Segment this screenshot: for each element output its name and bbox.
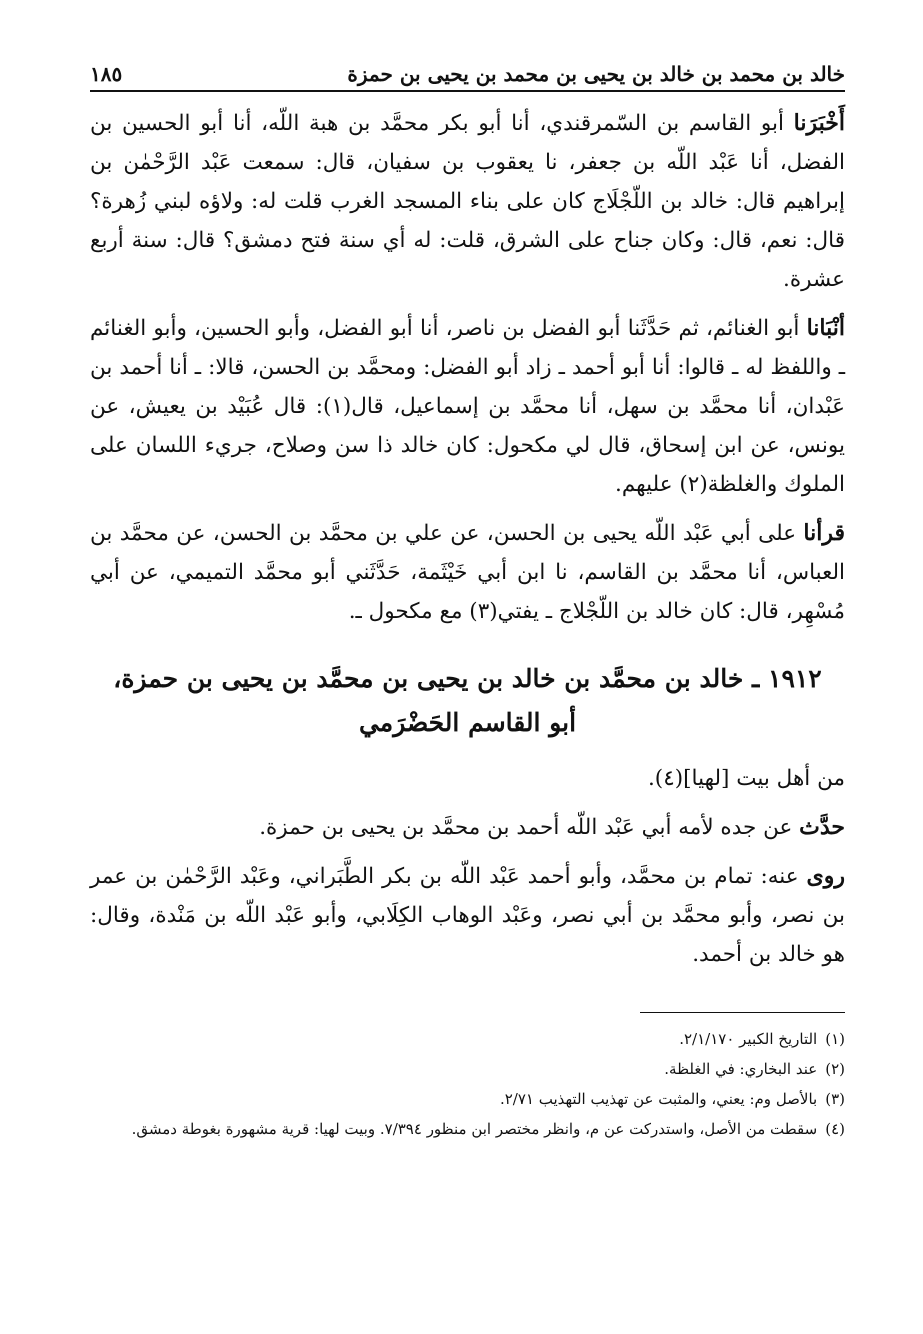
entry-hadath: [90, 808, 845, 847]
paragraph-anbana: [90, 309, 845, 504]
footnote-number: (١): [825, 1030, 845, 1048]
paragraph-text: عنه: تمام بن محمَّد، وأبو أحمد عَبْد اللّه بن بكر الطَّبَراني، وعَبْد الرَّحْمٰن بن عمر بن نصر، وأبو محمَّد بن أبي نصر، وعَبْد الوهاب الكِلَابي، وأبو عَبْد اللّه بن مَنْدة، وقال: هو خالد بن أحمد.: [90, 864, 845, 967]
page-header: [90, 40, 845, 92]
page-body: [90, 104, 845, 974]
footnotes: [90, 1027, 845, 1142]
paragraph-lead: أنْبَانا: [806, 315, 845, 341]
footnote-text: سقطت من الأصل، واستدركت عن م، وانظر مختصر ابن منظور ٧/٣٩٤. وبيت لهيا: قرية مشهورة بغوطة دمشق.: [131, 1120, 818, 1138]
footnote: [90, 1117, 845, 1142]
paragraph-text: عن جده لأمه أبي عَبْد اللّه أحمد بن محمَّد بن يحيى بن حمزة.: [259, 815, 800, 840]
book-page: [90, 40, 845, 1294]
paragraph-text: على أبي عَبْد اللّه يحيى بن الحسن، عن علي بن محمَّد بن الحسن، عن محمَّد بن العباس، أنا محمَّد بن القاسم، نا ابن أبي خَيْثَمة، حَدَّثَني أبو محمَّد التميمي، عن أبي مُسْهِر، قال: كان خالد بن اللّجْلاج ـ يفتي(٣) مع مكحول ـ.: [90, 521, 845, 624]
page-number: ١٨٥: [90, 62, 123, 86]
paragraph-lead: روى: [806, 863, 845, 889]
paragraph-akhbarana: [90, 104, 845, 299]
footnote-text: بالأصل وم: يعني، والمثبت عن تهذيب التهذيب ٢/٧١.: [499, 1090, 818, 1108]
footnote-divider: [640, 1012, 845, 1013]
entry-title-line1: ١٩١٢ ـ خالد بن محمَّد بن خالد بن يحيى بن محمَّد بن يحيى بن حمزة،: [113, 664, 822, 693]
paragraph-qarana: [90, 514, 845, 631]
paragraph-lead: حدَّث: [799, 814, 845, 840]
footnote-text: التاريخ الكبير ٢/١/١٧٠.: [679, 1030, 818, 1048]
entry-title: [90, 657, 845, 745]
footnote-text: عند البخاري: في الغلظة.: [664, 1060, 818, 1078]
footnote-number: (٣): [825, 1090, 845, 1108]
entry-title-line2: أبو القاسم الحَضْرَمي: [358, 708, 577, 737]
footnote: [90, 1027, 845, 1052]
footnote: [90, 1087, 845, 1112]
paragraph-lead: قرأنا: [803, 520, 845, 546]
paragraph-lead: أَخْبَرَنا: [793, 110, 845, 136]
paragraph-text: أبو الغنائم، ثم حَدَّثَنا أبو الفضل بن ناصر، أنا أبو الفضل، وأبو الحسين، وأبو الغنائم ـ واللفظ له ـ قالوا: أنا أبو أحمد ـ زاد أبو الفضل: ومحمَّد بن الحسن، قالا: ـ أنا أحمد بن عَبْدان، أنا محمَّد بن سهل، أنا محمَّد بن إسماعيل، قال(١): قال عُبَيْد بن يعيش، عن يونس، عن ابن إسحاق، قال لي مكحول: كان خالد ذا سن وصلاح، جريء اللسان على الملوك والغلظة(٢) عليهم.: [90, 316, 846, 497]
footnote-number: (٢): [825, 1060, 845, 1078]
entry-rawa: [90, 857, 845, 974]
running-head: خالد بن محمد بن خالد بن يحيى بن محمد بن يحيى بن حمزة: [347, 62, 845, 86]
entry-origin: من أهل بيت [لهيا](٤).: [647, 766, 845, 791]
footnote-number: (٤): [825, 1120, 845, 1138]
paragraph-text: أبو القاسم بن السّمرقندي، أنا أبو بكر محمَّد بن هبة اللّه، أنا أبو الحسين بن الفضل، أنا عَبْد اللّه بن جعفر، نا يعقوب بن سفيان، قال: سمعت عَبْد الرَّحْمٰن بن إبراهيم قال: خالد بن اللّجْلَاج كان على بناء المسجد الغرب قلت له: ولاؤه لبني زُهرة؟ قال: نعم، قال: وكان جناح على الشرق، قلت: له أي سنة فتح دمشق؟ قال: سنة أربع عشرة.: [90, 111, 845, 292]
footnote: [90, 1057, 845, 1082]
